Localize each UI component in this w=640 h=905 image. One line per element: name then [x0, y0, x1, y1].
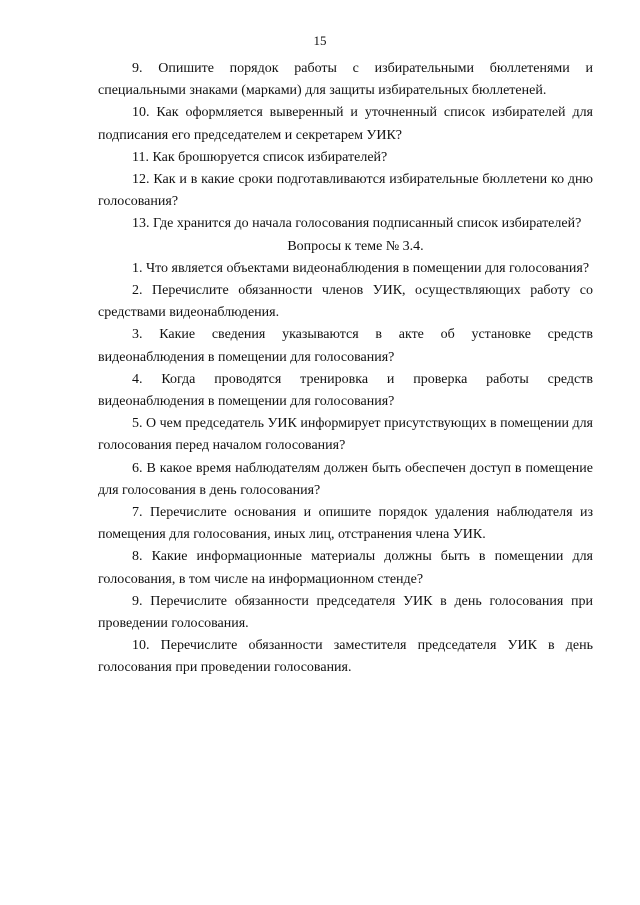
- question-item: 7. Перечислите основания и опишите порядок удаления наблюдателя из помещения для голосования, иных лиц, отстранения члена УИК.: [98, 505, 593, 543]
- question-item: 3. Какие сведения указываются в акте об установке средств видеонаблюдения в помещении для голосования?: [98, 327, 593, 365]
- question-item: 1. Что является объектами видеонаблюдения в помещении для голосования?: [132, 260, 590, 276]
- question-item: 5. О чем председатель УИК информирует присутствующих в помещении для голосования перед началом голосования?: [98, 416, 593, 454]
- question-item: 8. Какие информационные материалы должны быть в помещении для голосования, в том числе на информационном стенде?: [98, 549, 593, 587]
- question-item: 11. Как брошюруется список избирателей?: [132, 149, 388, 165]
- question-item: 9. Опишите порядок работы с избирательными бюллетенями и специальными знаками (марками) для защиты избирательных бюллетеней.: [98, 61, 593, 99]
- question-item: 6. В какое время наблюдателям должен быть обеспечен доступ в помещение для голосования в день голосования?: [98, 460, 593, 498]
- question-item: 9. Перечислите обязанности председателя УИК в день голосования при проведении голосования.: [98, 593, 593, 632]
- page-content: [98, 58, 593, 680]
- question-item: 13. Где хранится до начала голосования подписанный список избирателей?: [132, 216, 582, 232]
- page-number: 15: [313, 33, 327, 48]
- section-heading: Вопросы к теме № 3.4.: [287, 238, 424, 254]
- question-item: 12. Как и в какие сроки подготавливаются избирательные бюллетени ко дню голосования?: [98, 172, 593, 210]
- question-item: 10. Перечислите обязанности заместителя председателя УИК в день голосования при проведении голосования.: [98, 638, 593, 676]
- question-item: 4. Когда проводятся тренировка и проверка работы средств видеонаблюдения в помещении для голосования?: [98, 371, 593, 410]
- question-item: 2. Перечислите обязанности членов УИК, осуществляющих работу со средствами видеонаблюдения.: [98, 283, 593, 321]
- question-item: 10. Как оформляется выверенный и уточненный список избирателей для подписания его председателем и секретарем УИК?: [98, 105, 593, 143]
